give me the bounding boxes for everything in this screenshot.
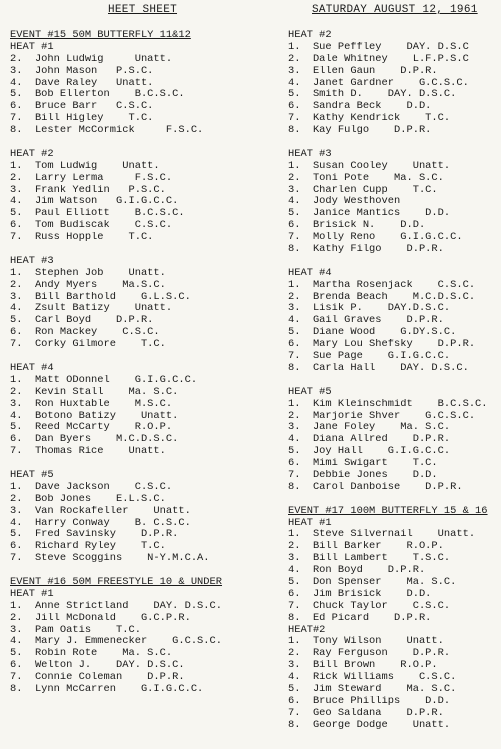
swimmer-entry: 4. Dave Raley Unatt. — [10, 77, 154, 89]
swimmer-entry: 5. Smith D. DAY. D.S.C. — [288, 89, 457, 101]
swimmer-entry: 7. Thomas Rice Unatt. — [10, 446, 166, 458]
swimmer-entry: 1. Susan Cooley Unatt. — [288, 160, 451, 172]
swimmer-entry: 3. Ron Huxtable M.S.C. — [10, 398, 173, 410]
swimmer-entry: 2. Bill Barker R.O.P. — [288, 541, 444, 553]
swimmer-entry: 7. Debbie Jones D.D. — [288, 469, 438, 481]
swimmer-entry: 2. Kevin Stall Ma. S.C. — [10, 386, 179, 398]
swimmer-entry: 6. Brisick N. D.D. — [288, 220, 426, 232]
heat-title: HEAT #3 — [10, 255, 54, 267]
swimmer-entry: 6. Tom Budiscak C.S.C. — [10, 220, 173, 232]
swimmer-entry: 2. John Ludwig Unatt. — [10, 53, 173, 65]
swimmer-entry: 6. Bruce Barr C.S.C. — [10, 101, 154, 113]
spacer — [10, 458, 250, 470]
heat-title: HEAT #4 — [10, 362, 54, 374]
swimmer-entry: 6. Mimi Swigart T.C. — [288, 458, 438, 470]
event-title: EVENT #15 50M BUTTERFLY 11&12 — [10, 30, 191, 41]
swimmer-entry: 1. Dave Jackson C.S.C. — [10, 481, 173, 493]
swimmer-entry: 8. George Dodge Unatt. — [288, 719, 451, 731]
swimmer-entry: 1. Anne Strictland DAY. D.S.C. — [10, 600, 223, 612]
swimmer-entry: 6. Welton J. DAY. D.S.C. — [10, 660, 185, 672]
swimmer-entry: 4. Rick Williams C.S.C. — [288, 672, 457, 684]
swimmer-entry: 4. Zsult Batizy Unatt. — [10, 303, 173, 315]
heat-title: HEAT #5 — [288, 386, 332, 398]
swimmer-entry: 7. Kathy Kendrick T.C. — [288, 113, 451, 125]
event-title: EVENT #16 50M FREESTYLE 10 & UNDER — [10, 576, 223, 588]
swimmer-entry: 5. Joy Hall G.I.G.C.C. — [288, 446, 451, 458]
swimmer-entry: 2. Toni Pote Ma. S.C. — [288, 172, 444, 184]
swimmer-entry: 2. Dale Whitney L.F.P.S.C — [288, 53, 469, 65]
heat-title: HEAT #5 — [10, 469, 54, 481]
spacer — [288, 256, 498, 268]
swimmer-entry: 7. Sue Page G.I.G.C.C. — [288, 351, 451, 363]
swimmer-entry: 7. Russ Hopple T.C. — [10, 232, 154, 244]
swimmer-entry: 2. Marjorie Shver G.C.S.C. — [288, 410, 476, 422]
swimmer-entry: 3. Pam Oatis T.C. — [10, 624, 141, 636]
swimmer-entry: 6. Dan Byers M.C.D.S.C. — [10, 434, 179, 446]
swimmer-entry: 3. Bill Barthold G.L.S.C. — [10, 291, 191, 303]
swimmer-entry: 2. Andy Myers Ma.S.C. — [10, 279, 166, 291]
spacer — [288, 137, 498, 149]
swimmer-entry: 1. Steve Silvernail Unatt. — [288, 529, 476, 541]
swimmer-entry: 3. Charlen Cupp T.C. — [288, 184, 438, 196]
swimmer-entry: 5. Carl Boyd D.P.R. — [10, 315, 154, 327]
heat-title: HEAT #1 — [10, 41, 54, 53]
heat-title: HEAT #2 — [288, 30, 332, 41]
swimmer-entry: 3. Bill Lambert T.S.C. — [288, 553, 451, 565]
meet-date: SATURDAY AUGUST 12, 1961 — [312, 4, 478, 16]
swimmer-entry: 4. Janet Gardner G.C.S.C. — [288, 77, 469, 89]
heat-title: HEAT #2 — [10, 148, 54, 160]
swimmer-entry: 6. Richard Ryley T.C. — [10, 541, 166, 553]
swimmer-entry: 4. Diana Allred D.P.R. — [288, 434, 451, 446]
swimmer-entry: 6. Ron Mackey C.S.C. — [10, 327, 160, 339]
swimmer-entry: 3. Jane Foley Ma. S.C. — [288, 422, 451, 434]
right-column — [288, 30, 498, 732]
swimmer-entry: 8. Kay Fulgo D.P.R. — [288, 125, 432, 137]
sheet-title: HEET SHEET — [108, 4, 178, 16]
swimmer-entry: 8. Lynn McCarren G.I.G.C.C. — [10, 683, 204, 695]
swimmer-entry: 6. Sandra Beck D.D. — [288, 101, 432, 113]
swimmer-entry: 2. Bob Jones E.L.S.C. — [10, 493, 166, 505]
swimmer-entry: 3. Bill Brown R.O.P. — [288, 660, 438, 672]
swimmer-entry: 7. Chuck Taylor C.S.C. — [288, 600, 451, 612]
swimmer-entry: 2. Larry Lerma F.S.C. — [10, 172, 173, 184]
swimmer-entry: 8. Kathy Filgo D.P.R. — [288, 244, 444, 256]
swimmer-entry: 8. Ed Picard D.P.R. — [288, 612, 432, 624]
swimmer-entry: 4. Mary J. Emmenecker G.C.S.C. — [10, 636, 223, 648]
swimmer-entry: 4. Harry Conway B. C.S.C. — [10, 517, 191, 529]
spacer — [10, 565, 250, 577]
swimmer-entry: 3. Van Rockafeller Unatt. — [10, 505, 191, 517]
swimmer-entry: 1. Stephen Job Unatt. — [10, 267, 166, 279]
swimmer-entry: 8. Lester McCormick F.S.C. — [10, 125, 204, 137]
swimmer-entry: 3. Lisik P. DAY.D.S.C. — [288, 303, 451, 315]
swimmer-entry: 4. Botono Batizy Unatt. — [10, 410, 179, 422]
heat-title: HEAT #4 — [288, 267, 332, 279]
swimmer-entry: 3. Ellen Gaun D.P.R. — [288, 65, 438, 77]
swimmer-entry: 1. Tony Wilson Unatt. — [288, 636, 444, 648]
swimmer-entry: 8. Carla Hall DAY. D.S.C. — [288, 362, 469, 374]
swimmer-entry: 1. Tom Ludwig Unatt. — [10, 160, 160, 172]
spacer — [288, 494, 498, 506]
heat-title: HEAT #1 — [10, 588, 54, 600]
heat-title: HEAT #3 — [288, 148, 332, 160]
spacer — [10, 351, 250, 363]
swimmer-entry: 5. Bob Ellerton B.C.S.C. — [10, 89, 185, 101]
spacer — [10, 137, 250, 149]
swimmer-entry: 6. Jim Brisick D.D. — [288, 588, 432, 600]
swimmer-entry: 5. Fred Savinsky D.P.R. — [10, 529, 179, 541]
spacer — [288, 375, 498, 387]
swimmer-entry: 5. Janice Mantics D.D. — [288, 208, 451, 220]
swimmer-entry: 2. Ray Ferguson D.P.R. — [288, 648, 451, 660]
swimmer-entry: 5. Paul Elliott B.C.S.C. — [10, 208, 185, 220]
swimmer-entry: 8. Carol Danboise D.P.R. — [288, 481, 463, 493]
swimmer-entry: 1. Matt ODonnel G.I.G.C.C. — [10, 374, 198, 386]
swimmer-entry: 5. Reed McCarty R.O.P. — [10, 422, 173, 434]
swimmer-entry: 7. Geo Saldana D.P.R. — [288, 707, 444, 719]
swimmer-entry: 1. Kim Kleinschmidt B.C.S.C. — [288, 398, 488, 410]
swimmer-entry: 3. John Mason P.S.C. — [10, 65, 154, 77]
swimmer-entry: 1. Sue Peffley DAY. D.S.C — [288, 41, 469, 53]
swimmer-entry: 2. Jill McDonald G.C.P.R. — [10, 612, 191, 624]
swimmer-entry: 4. Ron Boyd D.P.R. — [288, 565, 426, 577]
heat-title: HEAT #1 — [288, 517, 332, 529]
swimmer-entry: 7. Steve Scoggins N-Y.M.C.A. — [10, 553, 210, 565]
swimmer-entry: 5. Diane Wood G.DY.S.C. — [288, 327, 457, 339]
left-column — [10, 30, 250, 696]
heat-title: HEAT#2 — [288, 624, 326, 636]
swimmer-entry: 4. Jody Westhoven — [288, 196, 401, 208]
swimmer-entry: 6. Mary Lou Shefsky D.P.R. — [288, 339, 476, 351]
swimmer-entry: 4. Gail Graves D.P.R. — [288, 315, 444, 327]
spacer — [10, 244, 250, 256]
swimmer-entry: 5. Jim Steward Ma. S.C. — [288, 683, 457, 695]
swimmer-entry: 7. Corky Gilmore T.C. — [10, 339, 166, 351]
swimmer-entry: 5. Don Spenser Ma. S.C. — [288, 576, 457, 588]
swimmer-entry: 3. Frank Yedlin P.S.C. — [10, 184, 166, 196]
swimmer-entry: 7. Connie Coleman D.P.R. — [10, 672, 185, 684]
swimmer-entry: 1. Martha Rosenjack C.S.C. — [288, 279, 476, 291]
swimmer-entry: 7. Molly Reno G.I.G.C.C. — [288, 232, 463, 244]
swimmer-entry: 5. Robin Rote Ma. S.C. — [10, 648, 173, 660]
event-title: EVENT #17 100M BUTTERFLY 15 & 16 — [288, 505, 488, 517]
swimmer-entry: 2. Brenda Beach M.C.D.S.C. — [288, 291, 476, 303]
swimmer-entry: 7. Bill Higley T.C. — [10, 113, 154, 125]
swimmer-entry: 6. Bruce Phillips D.D. — [288, 695, 451, 707]
swimmer-entry: 4. Jim Watson G.I.G.C.C. — [10, 196, 179, 208]
